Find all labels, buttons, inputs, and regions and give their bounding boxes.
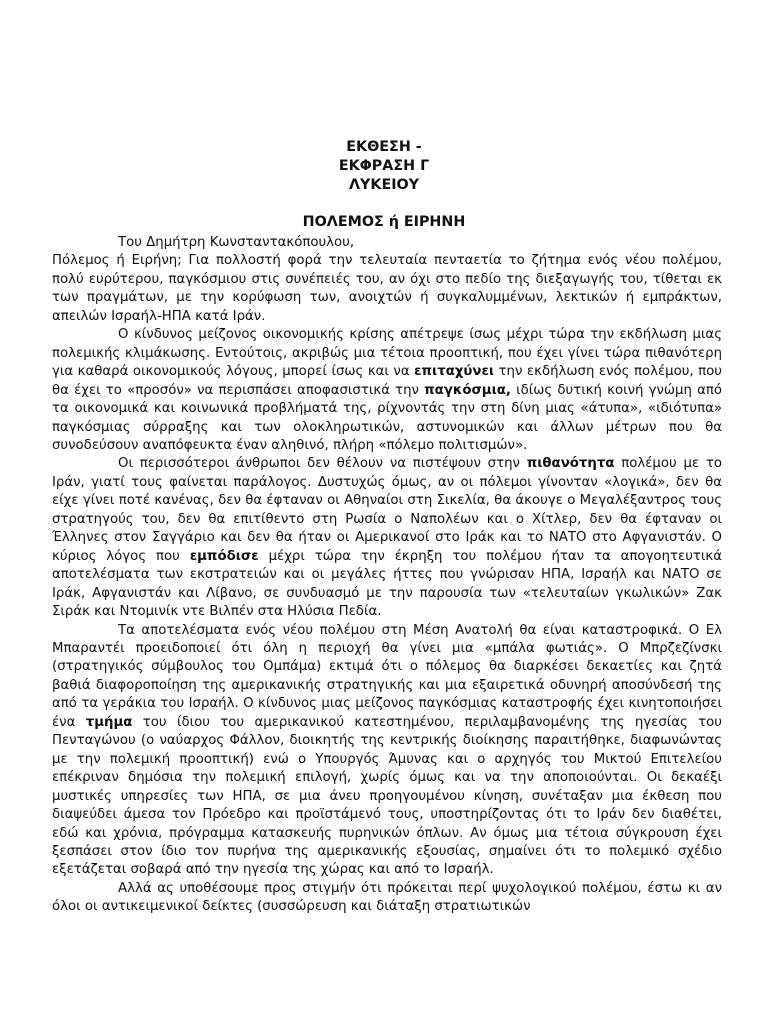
- paragraph-4-text-b: του ίδιου του αμερικανικού κατεστημένου, περιλαμβανομένης της ηγεσίας του Πενταγώνου (ο ναύαρχος Φάλλον, διοικητής της κεντρικής διοίκησης παραιτήθηκε, διαφωνώντας με την πολεμική προοπτική) ενώ ο Υπουργός Άμυνας και ο αρχηγός του Μικτού Επιτελείου επέκριναν δημόσια την πολεμική επιλογή, χωρίς όμως και να την αποποιούνται. Οι δεκαέξι μυστικές υπηρεσίες των ΗΠΑ, σε μια άνευ προηγουμένου κίνηση, συνέταξαν μια έκθεση που διαψεύδει άμεσα τον Πρόεδρο και προϊστάμενό τους, υποστηρίζοντας ότι το Ιράν δεν διαθέτει, εδώ και χρόνια, πρόγραμμα κατασκευής πυρηνικών όπλων. Αν όμως μια τέτοια σύγκρουση έχει ξεσπάσει στον ίδιο τον πυρήνα της αμερικανικής εξουσίας, σημαίνει ότι το πολεμικό σχέδιο εξετάζεται σοβαρά από την ηγεσία της χώρας και από το Ισραήλ.: [52, 714, 723, 878]
- paragraph-5: Αλλά ας υποθέσουμε προς στιγμήν ότι πρόκειται περί ψυχολογικού πολέμου, έστω κι αν όλοι οι αντικειμενικοί δείκτες (συσσώρευση και διάταξη στρατιωτικών: [52, 880, 722, 915]
- paragraph-3-bold-a: πιθανότητα: [526, 456, 615, 472]
- paragraph-3-bold-b: εμπόδισε: [189, 548, 259, 564]
- paragraph-4: [52, 622, 722, 880]
- paragraph-3: [52, 455, 722, 621]
- paragraph-4-bold-a: τμήμα: [85, 714, 133, 730]
- paragraph-2-text-c: ιδίως δυτική κοινή γνώμη από τα οικονομικά και κοινωνικά προβλήματά της, ρίχνοντάς την στη δίνη μιας «άτυπα», «ιδιότυπα» παγκόσμιας σύρραξης και των ολοκληρωτικών, αστυνομικών και άλλων μέτρων που θα συνοδεύσουν αναπόφευκτα έναν αληθινό, πλήρη «πόλεμο πολιτισμών».: [52, 382, 723, 453]
- essay-body: [52, 234, 722, 917]
- header-line-3: ΛΥΚΕΙΟΥ: [348, 177, 420, 193]
- header-line-1: ΕΚΘΕΣΗ -: [346, 139, 422, 155]
- essay-title: ΠΟΛΕΜΟΣ ή ΕΙΡΗΝΗ: [302, 214, 466, 230]
- header-line-2: ΕΚΦΡΑΣΗ Γ: [338, 158, 430, 174]
- paragraph-3-text-b: πολέμου με το Ιράν, γιατί τους φαίνεται παράλογος. Δυστυχώς όμως, αν οι πόλεμοι γίνονταν «λογικά», δεν θα είχε γίνει ποτέ κανένας, δεν θα έφταναν οι Αθηναίοι στη Σικελία, θα άκουγε ο Μεγαλέξαντρος τους στρατηγούς του, δεν θα επιτίθεντο στη Ρωσία ο Ναπολέων και ο Χίτλερ, δεν θα έφταναν οι Έλληνες στον Σαγγάριο και δεν θα ήταν οι Αμερικανοί στο Ιράκ και το ΝΑΤΟ στο Αφγανιστάν. Ο κύριος λόγος που: [52, 456, 722, 564]
- paragraph-4-text-a: Τα αποτελέσματα ενός νέου πολέμου στη Μέση Ανατολή θα είναι καταστροφικά. Ο Ελ Μπαραντέι προειδοποιεί ότι όλη η περιοχή θα γίνει μια «μπάλα φωτιάς». Ο Μπρζεζίνσκι (στρατηγικός σύμβουλος του Ομπάμα) εκτιμά ότι ο πόλεμος θα διαρκέσει δεκαετίες και ζητά βαθιά διαφοροποίηση της αμερικανικής στρατηγικής και μια εξαιρετικά οδυνηρή αποσύνδεσή της από τα γεράκια του Ισραήλ. Ο κίνδυνος μιας μείζονος παγκόσμιας καταστροφής έχει κινητοποιήσει ένα: [52, 622, 722, 730]
- paragraph-2-bold-b: παγκόσμια,: [424, 382, 511, 398]
- paragraph-3-text-c: μέχρι τώρα την έκρηξη του πολέμου ήταν τα απογοητευτικά αποτελέσματα των εκστρατειών και οι μεγάλες ήττες που γνώρισαν ΗΠΑ, Ισραήλ και ΝΑΤΟ σε Ιράκ, Αφγανιστάν και Λίβανο, σε συνδυασμό με την παρουσία των «τελευταίων γκωλικών» Ζακ Σιράκ και Ντομινίκ ντε Βιλπέν στα Ηλύσια Πεδία.: [52, 548, 722, 620]
- paragraph-2-bold-a: επιταχύνει: [414, 364, 495, 380]
- paragraph-3-text-a: Οι περισσότεροι άνθρωποι δεν θέλουν να πιστέψουν στην: [118, 456, 527, 472]
- document-header: [0, 138, 768, 195]
- paragraph-2: [52, 326, 722, 455]
- paragraph-2-text-b: την εκδήλωση ενός πολέμου, που θα έχει το «προσόν» να περισπάσει αποφασιστικά την: [52, 364, 722, 398]
- author-line: Του Δημήτρη Κωνσταντακόπουλου,: [118, 235, 355, 250]
- paragraph-2-text-a: Ο κίνδυνος μείζονος οικονομικής κρίσης απέτρεψε ίσως μέχρι τώρα την εκδήλωση μιας πολεμικής κλιμάκωσης. Εντούτοις, ακριβώς μια τέτοια προοπτική, που έχει γίνει τώρα πιθανότερη για καθαρά οικονομικούς λόγους, μπορεί ίσως και να: [52, 327, 722, 380]
- paragraph-1: Πόλεμος ή Ειρήνη; Για πολλοστή φορά την τελευταία πενταετία το ζήτημα ενός νέου πολέμου, πολύ ευρύτερου, παγκόσμιου στις συνέπειές του, αν όχι στο πεδίο της διεξαγωγής του, τίθεται εκ των πραγμάτων, με την κορύφωση των, ανοιχτών ή συγκαλυμμένων, λεκτικών ή εμπράκτων, απειλών Ισραήλ-ΗΠΑ κατά Ιράν.: [52, 253, 722, 324]
